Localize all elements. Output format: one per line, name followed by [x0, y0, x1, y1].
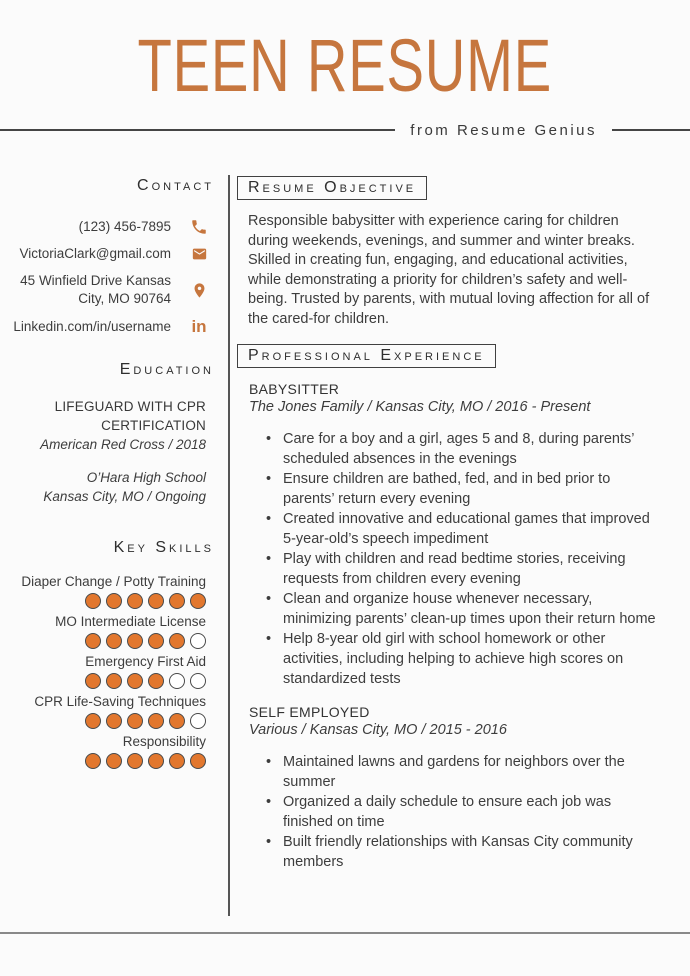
contact-row-email	[0, 245, 214, 263]
rating-dot-filled	[169, 633, 185, 649]
rating-dot-filled	[127, 633, 143, 649]
page-title	[0, 24, 690, 107]
rating-dot-filled	[148, 673, 164, 689]
rating-dot-filled	[85, 673, 101, 689]
job-bullet: • Help 8-year old girl with school homework or other activities, including helping to achieve high scores on standardized tests	[283, 629, 661, 689]
rating-dot-filled	[148, 593, 164, 609]
skill-rating	[0, 633, 206, 650]
school-name: O’Hara High School	[86, 470, 206, 485]
skill-label: Responsibility	[122, 734, 206, 749]
rating-dot-filled	[148, 753, 164, 769]
rating-dot-filled	[85, 593, 101, 609]
phone-number: (123) 456-7895	[78, 219, 171, 234]
contact-row-phone	[0, 218, 214, 236]
email-address: VictoriaClark@gmail.com	[19, 246, 171, 261]
page-edge-line	[0, 932, 690, 934]
rating-dot-filled	[169, 593, 185, 609]
key-skills-heading: Key Skills	[113, 539, 214, 556]
skill-item	[0, 612, 206, 650]
rating-dot-filled	[169, 713, 185, 729]
contact-row-linkedin	[0, 318, 214, 336]
skill-label: Diaper Change / Potty Training	[21, 574, 206, 589]
skill-label: CPR Life-Saving Techniques	[34, 694, 206, 709]
job-self-employed	[249, 703, 661, 872]
skill-rating	[0, 673, 206, 690]
rating-dot-empty	[190, 673, 206, 689]
linkedin-icon	[184, 318, 214, 336]
linkedin-url: Linkedin.com/in/username	[13, 319, 171, 334]
column-divider	[228, 175, 230, 916]
job-babysitter	[249, 380, 661, 689]
skill-label: MO Intermediate License	[55, 614, 206, 629]
street-address: 45 Winfield Drive Kansas City, MO 90764	[20, 273, 171, 306]
rating-dot-filled	[190, 593, 206, 609]
contact-row-address	[0, 272, 214, 308]
resume-objective-heading: Resume Objective	[237, 176, 427, 200]
education-heading: Education	[119, 361, 214, 378]
skill-item	[0, 652, 206, 690]
job-bullet: • Ensure children are bathed, fed, and in bed prior to parents’ return every evening	[283, 469, 661, 509]
rating-dot-empty	[190, 713, 206, 729]
location-pin-icon	[184, 280, 214, 301]
school-detail: Kansas City, MO / Ongoing	[43, 489, 206, 504]
skill-item	[0, 732, 206, 770]
job-bullet-list	[249, 429, 661, 689]
rating-dot-filled	[85, 753, 101, 769]
education-entry-school	[0, 468, 206, 506]
page-title-text: TEEN RESUME	[137, 24, 553, 107]
job-bullet: • Built friendly relationships with Kansas City community members	[283, 832, 661, 872]
skill-label: Emergency First Aid	[85, 654, 206, 669]
envelope-icon	[184, 246, 214, 262]
sidebar	[0, 177, 214, 772]
job-bullet-list	[249, 752, 661, 872]
rating-dot-empty	[190, 633, 206, 649]
tagline	[0, 120, 690, 140]
phone-icon	[184, 218, 214, 236]
rating-dot-filled	[127, 713, 143, 729]
main-column	[237, 176, 661, 872]
rating-dot-filled	[85, 633, 101, 649]
rating-dot-filled	[106, 753, 122, 769]
rating-dot-filled	[85, 713, 101, 729]
skill-rating	[0, 753, 206, 770]
rating-dot-filled	[148, 713, 164, 729]
rating-dot-empty	[169, 673, 185, 689]
certification-title: LIFEGUARD WITH CPR CERTIFICATION	[54, 399, 206, 433]
certification-subtitle: American Red Cross / 2018	[40, 437, 206, 452]
job-bullet: • Care for a boy and a girl, ages 5 and 8, during parents’ scheduled absences in the evenings	[283, 429, 661, 469]
rating-dot-filled	[169, 753, 185, 769]
skill-item	[0, 692, 206, 730]
rating-dot-filled	[127, 753, 143, 769]
job-meta: The Jones Family / Kansas City, MO / 2016 - Present	[249, 399, 591, 415]
rating-dot-filled	[190, 753, 206, 769]
tagline-rule-right	[612, 129, 690, 131]
resume-objective-text: Responsible babysitter with experience caring for children during weekends, evenings, and summer and winter breaks. Skilled in creating fun, engaging, and educational activities, while demonstrating a priority for children’s safety and well-being. Trusted by parents, with mutual loving affection for all of the cared-for children.	[248, 213, 650, 327]
professional-experience-heading: Professional Experience	[237, 344, 496, 368]
skill-rating	[0, 593, 206, 610]
job-bullet: • Created innovative and educational games that improved 5-year-old’s speech impediment	[283, 509, 661, 549]
job-title: SELF EMPLOYED	[249, 704, 370, 720]
skill-rating	[0, 713, 206, 730]
job-bullet: • Organized a daily schedule to ensure each job was finished on time	[283, 792, 661, 832]
job-bullet: • Clean and organize house whenever necessary, minimizing parents’ clean-up times upon their return home	[283, 589, 661, 629]
education-entry-certification	[0, 397, 206, 454]
tagline-text: from Resume Genius	[410, 121, 597, 139]
rating-dot-filled	[106, 673, 122, 689]
tagline-rule-left	[0, 129, 395, 131]
job-bullet: • Maintained lawns and gardens for neighbors over the summer	[283, 752, 661, 792]
linkedin-in-glyph: in	[191, 317, 207, 336]
rating-dot-filled	[106, 593, 122, 609]
rating-dot-filled	[127, 593, 143, 609]
job-meta: Various / Kansas City, MO / 2015 - 2016	[249, 722, 507, 738]
rating-dot-filled	[148, 633, 164, 649]
rating-dot-filled	[106, 633, 122, 649]
rating-dot-filled	[127, 673, 143, 689]
job-title: BABYSITTER	[249, 381, 340, 397]
contact-heading: Contact	[137, 177, 214, 194]
job-bullet: • Play with children and read bedtime stories, receiving requests from children every evening	[283, 549, 661, 589]
rating-dot-filled	[106, 713, 122, 729]
skill-item	[0, 572, 206, 610]
